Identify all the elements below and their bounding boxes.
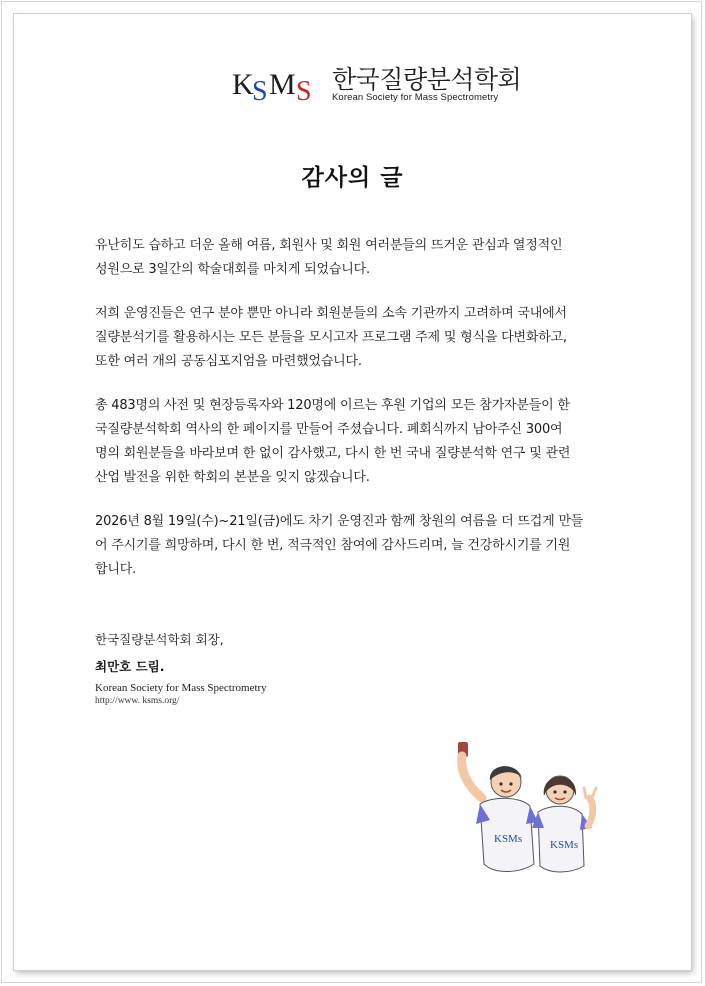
website-link[interactable]: http://www. ksms.org/ <box>95 696 180 706</box>
logo-letter-s1: S <box>252 76 268 104</box>
org-name-en: Korean Society for Mass Spectrometry <box>332 92 499 103</box>
logo-text <box>332 66 521 103</box>
paragraph-line: 국질량분석학회 역사의 한 페이지를 만들어 주셨습니다. 폐회식까지 남아주신 300여 <box>95 422 563 437</box>
mascot-illustration <box>454 742 600 882</box>
boy-eye <box>509 782 512 785</box>
logo-letter-k: K <box>232 68 254 101</box>
logo-letter-s2: S <box>296 76 312 104</box>
paragraph-2 <box>95 302 630 374</box>
signature-block <box>95 631 495 707</box>
paragraph-line: 명의 회원분들을 바라보며 한 없이 감사했고, 다시 한 번 국내 질량분석학 연구 및 관련 <box>95 446 571 461</box>
org-name-ko: 한국질량분석학회 <box>332 65 522 94</box>
signer-name: 최만호 드림. <box>95 659 165 674</box>
paragraph-line: 유난히도 습하고 더운 올해 여름, 회원사 및 회원 여러분들의 뜨거운 관심과 열정적인 <box>95 238 563 253</box>
closing-line: 한국질량분석학회 회장, <box>95 632 224 647</box>
paragraph-line: 2026년 8월 19일(수)~21일(금)에도 차기 운영진과 함께 창원의 여름을 더 뜨겁게 만들 <box>95 514 584 529</box>
paragraph-line: 저희 운영진들은 연구 분야 뿐만 아니라 회원분들의 소속 기관까지 고려하며 국내에서 <box>95 306 567 321</box>
document-page <box>14 14 691 970</box>
boy-raised-arm <box>462 756 482 798</box>
page-title: 감사의 글 <box>301 165 404 191</box>
paragraph-line: 산업 발전을 위한 학회의 본분을 잊지 않겠습니다. <box>95 470 370 485</box>
paragraph-line: 총 483명의 사전 및 현장등록자와 120명에 이르는 후원 기업의 모든 참가자분들이 한 <box>95 398 570 413</box>
paragraph-1 <box>95 234 630 282</box>
logo-letter-m: M <box>269 68 296 101</box>
boy-shirt-logo: KSMs <box>494 833 523 845</box>
paragraph-3 <box>95 394 630 490</box>
paragraph-line: 성원으로 3일간의 학술대회를 마치게 되었습니다. <box>95 262 370 277</box>
girl-eye <box>553 790 556 793</box>
girl-shirt-logo: KSMs <box>550 839 579 851</box>
ksms-logo-mark <box>232 66 328 104</box>
paragraph-line: 합니다. <box>95 562 137 577</box>
girl-eye <box>563 790 566 793</box>
signature-org-en: Korean Society for Mass Spectrometry <box>95 682 267 694</box>
boy-eye <box>499 782 502 785</box>
paragraph-4 <box>95 510 630 582</box>
girl-raised-arm <box>588 798 593 826</box>
letter-body <box>95 234 630 602</box>
paragraph-line: 질량분석기를 활용하시는 모든 분들을 모시고자 프로그램 주제 및 형식을 다변화하고, <box>95 330 567 345</box>
paragraph-line: 또한 여러 개의 공동심포지엄을 마련했었습니다. <box>95 354 362 369</box>
paragraph-line: 어 주시기를 희망하며, 다시 한 번, 적극적인 참여에 감사드리며, 늘 건강하시기를 기원 <box>95 538 571 553</box>
